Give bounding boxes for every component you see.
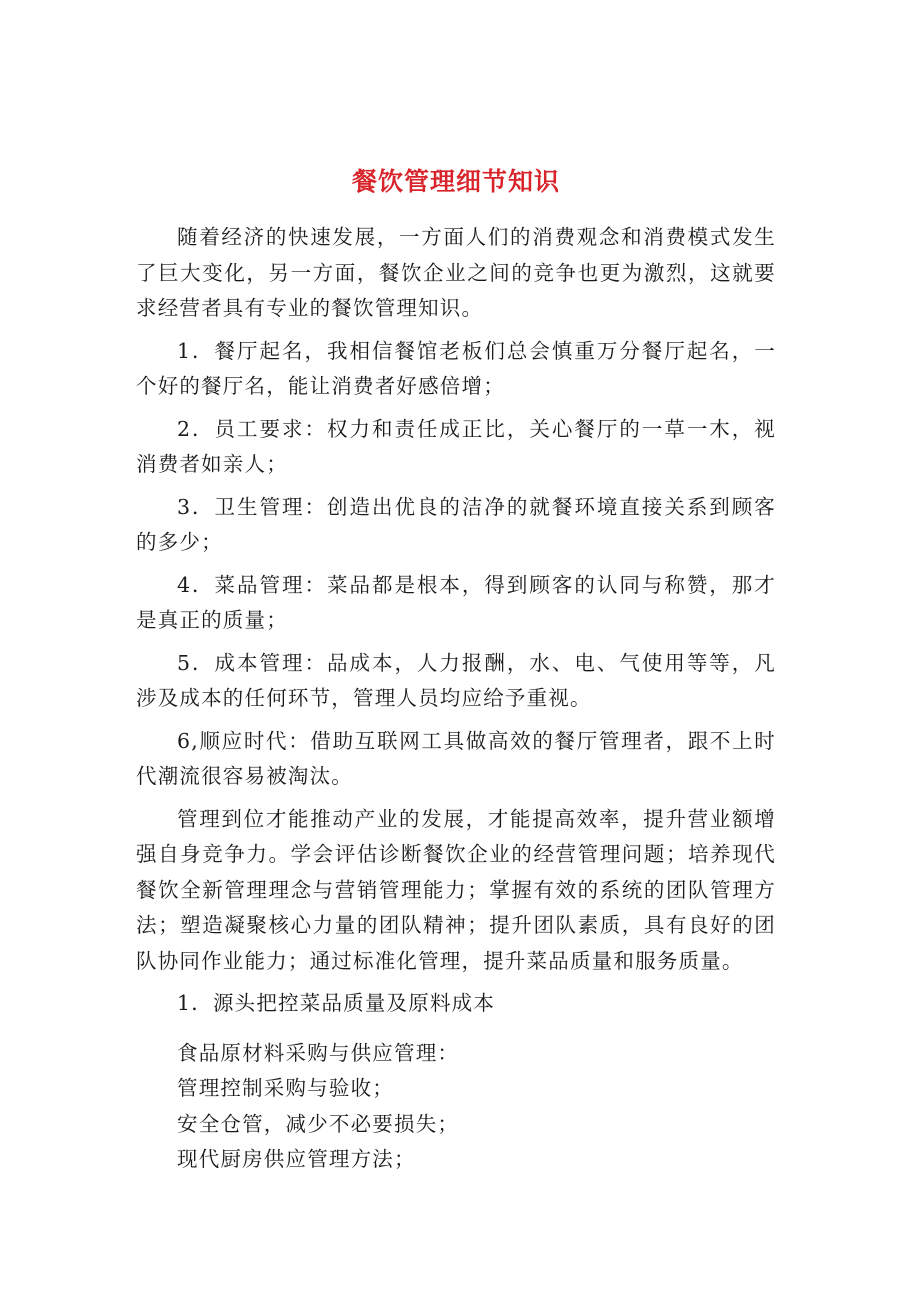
point-2-paragraph: 2．员工要求：权力和责任成正比，关心餐厅的一草一木，视消费者如亲人； (136, 416, 776, 476)
list-item: 食品原材料采购与供应管理： (177, 1040, 460, 1065)
list-item: 管理控制采购与验收； (177, 1076, 394, 1100)
summary-paragraph: 管理到位才能推动产业的发展，才能提高效率，提升营业额增强自身竞争力。学会评估诊断餐饮企业的经营管理问题；培养现代餐饮全新管理理念与营销管理能力；掌握有效的系统的团队管理方法；塑造凝聚核心力量的团队精神；提升团队素质，具有良好的团队协同作业能力；通过标准化管理，提升菜品质量和服务质量。 (136, 806, 776, 973)
section-heading: 1．源头把控菜品质量及原料成本 (177, 991, 496, 1015)
point-3-paragraph: 3．卫生管理：创造出优良的洁净的就餐环境直接关系到顾客的多少； (136, 494, 776, 554)
point-6-paragraph: 6,顺应时代：借助互联网工具做高效的餐厅管理者，跟不上时代潮流很容易被淘汰。 (136, 728, 776, 788)
list-item: 现代厨房供应管理方法； (177, 1147, 416, 1171)
point-4-paragraph: 4．菜品管理：菜品都是根本，得到顾客的认同与称赞，那才是真正的质量； (136, 572, 776, 632)
point-5-paragraph: 5．成本管理：品成本，人力报酬，水、电、气使用等等，凡涉及成本的任何环节，管理人员均应给予重视。 (136, 650, 776, 710)
list-item: 安全仓管，减少不必要损失； (177, 1111, 460, 1136)
document-title: 餐饮管理细节知识 (351, 167, 560, 196)
document-body (136, 160, 776, 1178)
point-1-paragraph: 1．餐厅起名，我相信餐馆老板们总会慎重万分餐厅起名，一个好的餐厅名，能让消费者好感倍增； (136, 338, 776, 398)
intro-paragraph: 随着经济的快速发展，一方面人们的消费观念和消费模式发生了巨大变化，另一方面，餐饮企业之间的竞争也更为激烈，这就要求经营者具有专业的餐饮管理知识。 (136, 225, 776, 320)
